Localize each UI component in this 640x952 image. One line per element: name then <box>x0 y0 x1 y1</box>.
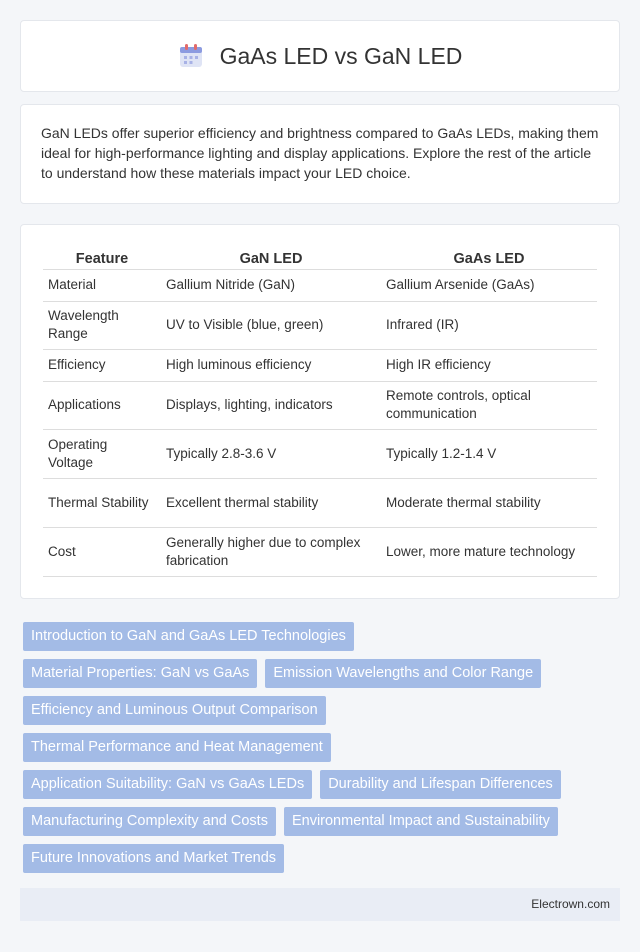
table-cell: Excellent thermal stability <box>161 478 381 527</box>
topic-link[interactable]: Application Suitability: GaN vs GaAs LEDs <box>23 770 312 799</box>
intro-card <box>20 104 620 204</box>
topic-link[interactable]: Efficiency and Luminous Output Comparison <box>23 696 326 725</box>
table-row <box>43 301 597 349</box>
topic-row <box>20 844 620 873</box>
table-cell: High luminous efficiency <box>161 349 381 381</box>
table-cell: Moderate thermal stability <box>381 478 597 527</box>
title-card <box>20 20 620 92</box>
header-feature: Feature <box>43 243 161 269</box>
table-cell: Thermal Stability <box>43 478 161 527</box>
table-cell: Infrared (IR) <box>381 301 597 349</box>
intro-text: GaN LEDs offer superior efficiency and brightness compared to GaAs LEDs, making them ideal for high-performance lighting and display applications. Explore the rest of the article to understand how these materials impact your LED choice. <box>41 125 599 181</box>
footer-site: Electrown.com <box>531 897 610 911</box>
title-wrap <box>178 43 463 70</box>
topic-link[interactable]: Emission Wavelengths and Color Range <box>265 659 541 688</box>
topic-link[interactable]: Manufacturing Complexity and Costs <box>23 807 276 836</box>
topic-link[interactable]: Material Properties: GaN vs GaAs <box>23 659 257 688</box>
table-row <box>43 429 597 478</box>
table-row <box>43 478 597 527</box>
table-cell: High IR efficiency <box>381 349 597 381</box>
table-row <box>43 349 597 381</box>
table-cell: Typically 1.2-1.4 V <box>381 429 597 478</box>
table-cell: Typically 2.8-3.6 V <box>161 429 381 478</box>
table-cell: Remote controls, optical communication <box>381 381 597 429</box>
table-row <box>43 269 597 301</box>
page-title: GaAs LED vs GaN LED <box>219 42 463 69</box>
footer <box>20 888 620 921</box>
topic-links <box>20 622 620 881</box>
table-cell: Cost <box>43 527 161 576</box>
topic-link[interactable]: Durability and Lifespan Differences <box>320 770 561 799</box>
topic-link[interactable]: Environmental Impact and Sustainability <box>284 807 558 836</box>
table-row <box>43 527 597 576</box>
table-cell: Operating Voltage <box>43 429 161 478</box>
table-cell: Applications <box>43 381 161 429</box>
header-gaas: GaAs LED <box>381 243 597 269</box>
table-cell: Material <box>43 269 161 301</box>
table-cell: Generally higher due to complex fabrication <box>161 527 381 576</box>
comparison-table <box>43 243 597 577</box>
topic-row <box>20 659 620 688</box>
comparison-table-card <box>20 224 620 599</box>
table-header-row <box>43 243 597 269</box>
topic-link[interactable]: Thermal Performance and Heat Management <box>23 733 331 762</box>
table-cell: Gallium Nitride (GaN) <box>161 269 381 301</box>
table-cell: Lower, more mature technology <box>381 527 597 576</box>
topic-link[interactable]: Introduction to GaN and GaAs LED Technologies <box>23 622 354 651</box>
table-cell: Wavelength Range <box>43 301 161 349</box>
header-gan: GaN LED <box>161 243 381 269</box>
table-row <box>43 381 597 429</box>
topic-row <box>20 770 620 799</box>
topic-row <box>20 733 620 762</box>
table-cell: Efficiency <box>43 349 161 381</box>
table-cell: Gallium Arsenide (GaAs) <box>381 269 597 301</box>
calendar-icon <box>178 43 204 69</box>
topic-row <box>20 696 620 725</box>
table-cell: UV to Visible (blue, green) <box>161 301 381 349</box>
table-cell: Displays, lighting, indicators <box>161 381 381 429</box>
topic-link[interactable]: Future Innovations and Market Trends <box>23 844 284 873</box>
topic-row <box>20 807 620 836</box>
topic-row <box>20 622 620 651</box>
